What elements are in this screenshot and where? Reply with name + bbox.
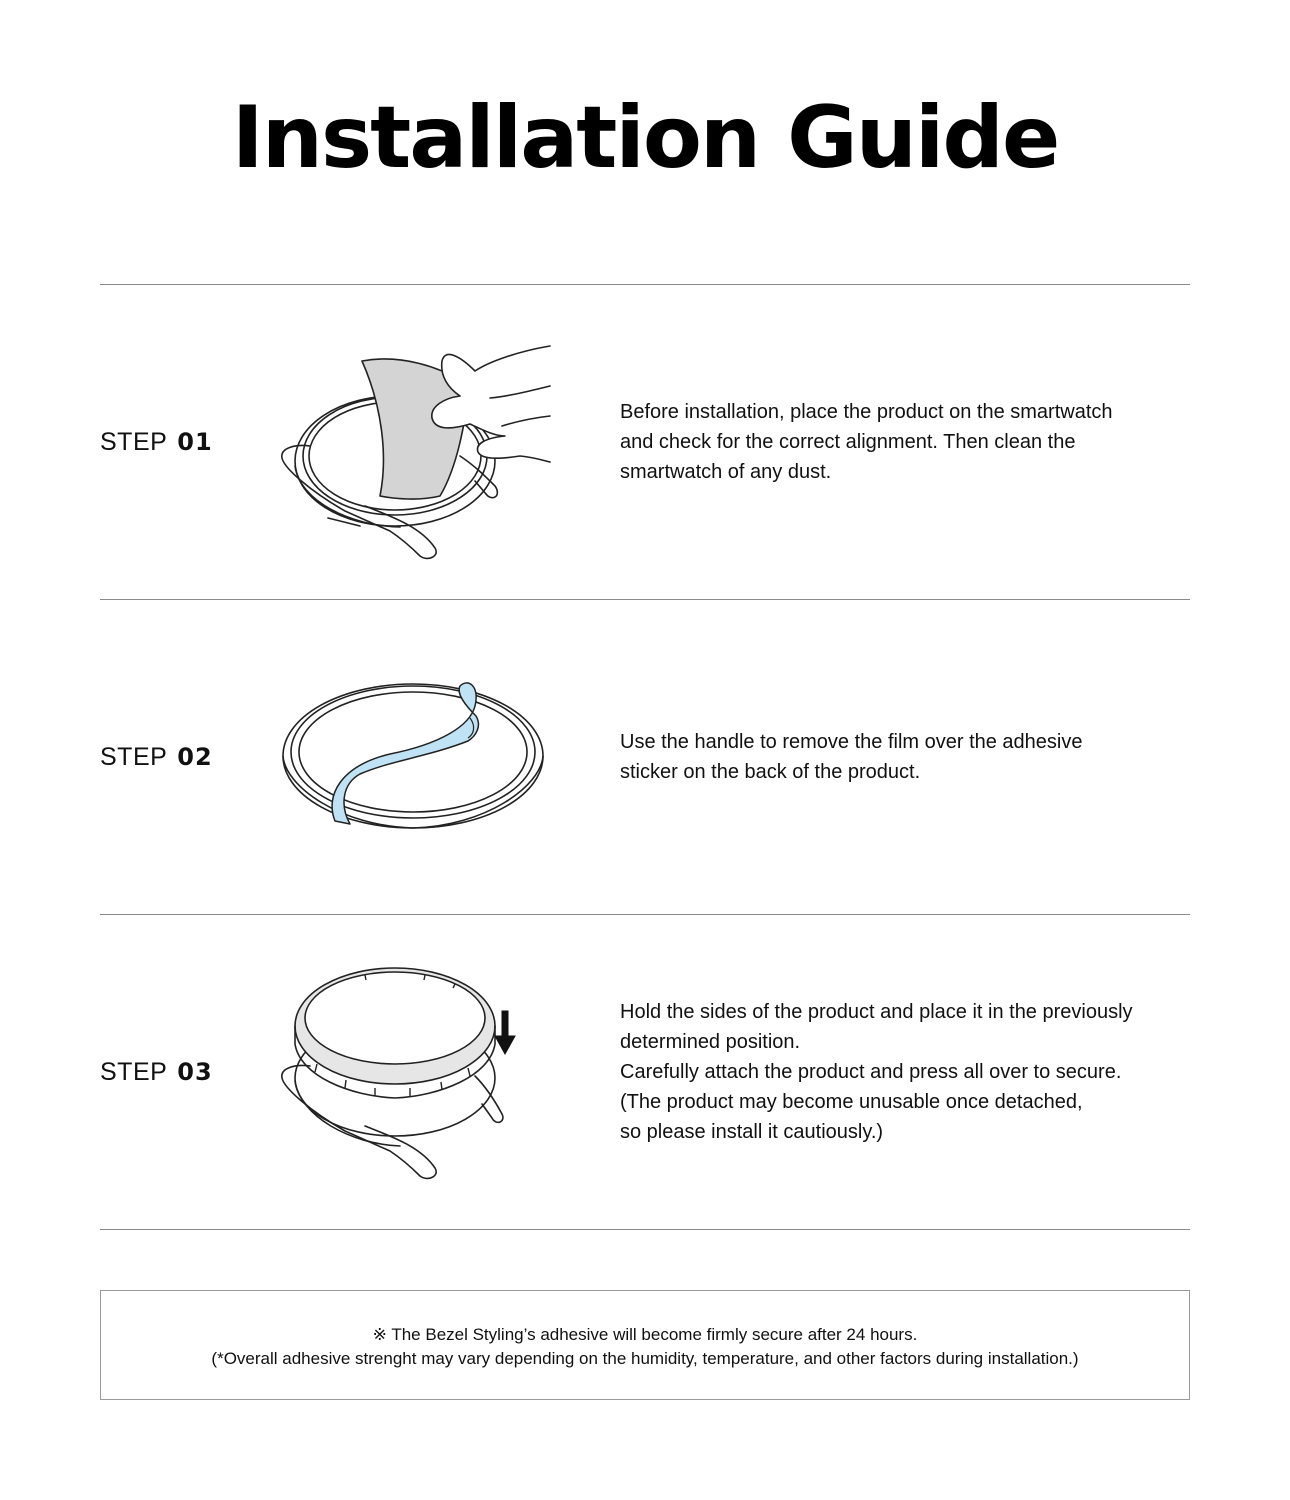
step-number: 02	[177, 743, 213, 771]
description-line: Before installation, place the product on the smartwatch	[620, 401, 1113, 423]
divider	[100, 914, 1190, 915]
description-line: and check for the correct alignment. Then clean the	[620, 431, 1076, 453]
description-line: Hold the sides of the product and place it in the previously	[620, 1001, 1133, 1023]
step-description	[620, 727, 1190, 787]
step-01	[100, 286, 1190, 600]
step-description	[620, 997, 1190, 1147]
description-line: so please install it cautiously.)	[620, 1121, 884, 1143]
page-title: Installation Guide	[231, 88, 1059, 188]
divider	[100, 284, 1190, 285]
note-line: ※ The Bezel Styling’s adhesive will become firmly secure after 24 hours.	[372, 1325, 918, 1344]
step-label	[100, 427, 213, 457]
description-line: Use the handle to remove the film over the adhesive	[620, 731, 1083, 753]
step-word: STEP	[100, 428, 168, 456]
bezel-attach-icon	[270, 966, 570, 1226]
description-line: determined position.	[620, 1031, 801, 1053]
description-line: sticker on the back of the product.	[620, 761, 921, 783]
description-line: Carefully attach the product and press all over to secure.	[620, 1061, 1122, 1083]
step-description	[620, 397, 1190, 487]
step-number: 03	[177, 1058, 213, 1086]
note-line: (*Overall adhesive strenght may vary depending on the humidity, temperature, and other factors during installation.)	[211, 1349, 1079, 1368]
step-label	[100, 742, 213, 772]
adhesive-note-box	[100, 1290, 1190, 1400]
step-word: STEP	[100, 743, 168, 771]
step-number: 01	[177, 428, 213, 456]
step-02	[100, 601, 1190, 915]
step-word: STEP	[100, 1058, 168, 1086]
adhesive-film-removal-icon	[270, 656, 570, 916]
description-line: (The product may become unusable once detached,	[620, 1091, 1083, 1113]
step-label	[100, 1057, 213, 1087]
step-03	[100, 916, 1190, 1230]
divider	[100, 599, 1190, 600]
divider	[100, 1229, 1190, 1230]
description-line: smartwatch of any dust.	[620, 461, 832, 483]
watch-screen-cleaning-icon	[270, 326, 570, 586]
